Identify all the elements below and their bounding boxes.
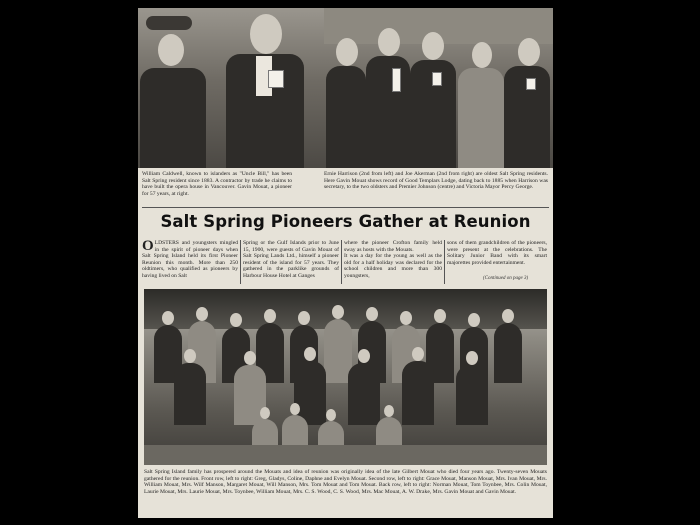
bottom-caption: Salt Spring Island family has prospered around the Mouats and idea of reunion was originally idea of the late Gilbert Mouat who died four years ago. Twenty-seven Mouats gathered for the reunion. Front row, left to right: Greg, Gladys, Coline, Daphne and Evelyn Mouat. Second row, left to right: Grace Mouat, Manson Mouat, Mrs. Ivan Mouat, Mrs. William Mouat, Mrs. Wilf Manson, Margaret Mouat, Will Manson, Mrs. Tom Mouat and Tom Mouat. Back row, left to right: Norman Mouat, Tom Toynbee, Mrs. Colin Mouat, Laurie Mouat, Mrs. Laurie Mouat, Mrs. Toynbee, William Mouat, Mrs. C. S. Wood, C. S. Wood, Mrs. Mac Mouat, A. W. Drake, Mrs. Gavin Mouat and Gavin Mouat. (144, 469, 547, 495)
group-photo-mouat-family (144, 289, 547, 465)
body-column-2: Spring or the Gulf Islands prior to June 15, 1900, were guests of Gavin Mouat of Salt Spring Lands Ltd., himself a pioneer resident of the island for 57 years. They gathered in the parklike grounds of Harbour House Hotel at Ganges (243, 240, 339, 279)
person-uncle-bill (140, 8, 208, 168)
column-1-text: LDSTERS and youngsters mingled in the spirit of pioneer days when Salt Spring Island held its first Pioneer Reunion this month. More than 250 oldtimers, who qualified as pioneers by having lived on Salt (142, 240, 238, 279)
column-divider-3 (444, 240, 445, 284)
column-divider-2 (341, 240, 342, 284)
person-right-3 (410, 28, 456, 168)
newspaper-clipping (138, 8, 553, 518)
person-right-1 (326, 34, 366, 168)
continued-note: (Continued on page 3) (483, 276, 529, 281)
headline: Salt Spring Pioneers Gather at Reunion (160, 212, 531, 231)
headline-rule (142, 207, 549, 208)
top-caption-left: William Caldwell, known to islanders as "Uncle Bill," has been Salt Spring resident since 1883. A contractor by trade he claims to have built the opera house in Vancouver. Gavin Mouat, a pioneer for 57 years, at right. (142, 171, 292, 197)
top-caption-right: Ernie Harrison (2nd from left) and Joe Akerman (2nd from right) are oldest Salt Spring residents. Here Gavin Mouat shows record of Good Templars Lodge, dating back to 1885 when Harrison was secretary, to the two oldsters and Premier Johnson (centre) and Victoria Mayor Percy George. (324, 171, 548, 191)
person-right-2 (366, 26, 410, 168)
lawn (144, 445, 547, 465)
body-column-4: sons of them grandchildren of the pioneers, were present at the celebrations. The Solitary Junior Band with its smart majorettes provided entertainment. (447, 240, 547, 266)
column-divider-1 (240, 240, 241, 284)
top-photo-pioneers (138, 8, 553, 168)
drop-cap: O (142, 238, 154, 254)
body-column-1 (142, 240, 238, 280)
person-right-4 (458, 42, 504, 168)
body-column-3: where the pioneer Crofton family held sway as hosts with the Mouats. It was a day for the young as well as the old for a half holiday was declared for the school children and more than 300 youngsters, (344, 240, 442, 279)
person-gavin-mouat-left (216, 8, 304, 168)
person-right-5 (504, 38, 550, 168)
